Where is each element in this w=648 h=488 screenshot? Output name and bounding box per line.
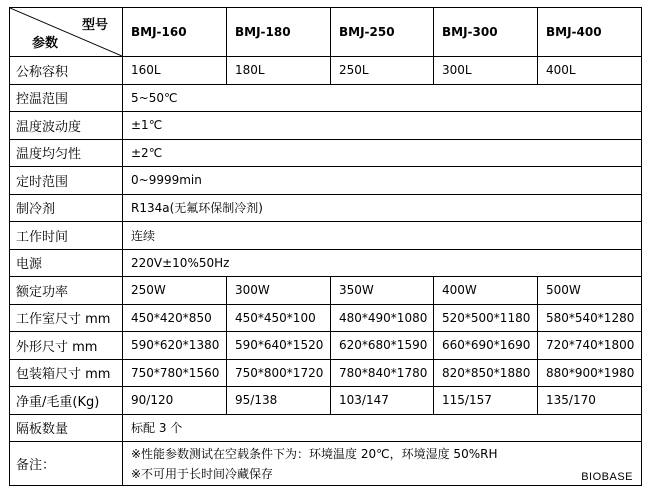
table-row bbox=[10, 414, 642, 442]
table-row bbox=[10, 222, 642, 250]
table-cell: 115/157 bbox=[434, 387, 538, 415]
table-cell: 580*540*1280 bbox=[538, 304, 642, 332]
table-cell: 590*640*1520 bbox=[227, 332, 331, 360]
table-cell: 350W bbox=[331, 277, 434, 305]
table-cell: 750*800*1720 bbox=[227, 359, 331, 387]
table-row bbox=[10, 332, 642, 360]
note-line: ※不可用于长时间冷藏保存 bbox=[131, 466, 274, 481]
table-cell: 880*900*1980 bbox=[538, 359, 642, 387]
table-cell: ±1℃ bbox=[123, 112, 642, 140]
brand-label: BIOBASE bbox=[581, 471, 633, 483]
table-row bbox=[10, 387, 642, 415]
row-label: 公称容积 bbox=[10, 57, 123, 85]
table-row bbox=[10, 249, 642, 277]
model-header: BMJ-250 bbox=[331, 8, 434, 57]
table-cell: 450*450*100 bbox=[227, 304, 331, 332]
table-cell: 500W bbox=[538, 277, 642, 305]
table-cell: 180L bbox=[227, 57, 331, 85]
row-label: 温度均匀性 bbox=[10, 139, 123, 167]
table-cell: 590*620*1380 bbox=[123, 332, 227, 360]
table-cell: 780*840*1780 bbox=[331, 359, 434, 387]
row-label: 净重/毛重(Kg) bbox=[10, 387, 123, 415]
table-cell: 0~9999min bbox=[123, 167, 642, 195]
table-row bbox=[10, 359, 642, 387]
notes-cell bbox=[123, 442, 642, 486]
table-cell: 300W bbox=[227, 277, 331, 305]
row-label: 外形尺寸 mm bbox=[10, 332, 123, 360]
model-header-label: 型号 bbox=[81, 18, 108, 33]
table-row bbox=[10, 304, 642, 332]
table-cell: 103/147 bbox=[331, 387, 434, 415]
header-corner-cell bbox=[10, 8, 123, 57]
notes-label: 备注： bbox=[10, 442, 123, 486]
table-row bbox=[10, 57, 642, 85]
table-row bbox=[10, 84, 642, 112]
model-header: BMJ-180 bbox=[227, 8, 331, 57]
table-cell: 820*850*1880 bbox=[434, 359, 538, 387]
note-line: ※性能参数测试在空载条件下为：环境温度 20℃，环境湿度 50%RH bbox=[131, 446, 498, 461]
header-row bbox=[10, 8, 642, 57]
row-label: 工作时间 bbox=[10, 222, 123, 250]
param-header-label: 参数 bbox=[32, 36, 59, 51]
table-cell: 5~50℃ bbox=[123, 84, 642, 112]
model-header: BMJ-400 bbox=[538, 8, 642, 57]
table-cell: 660*690*1690 bbox=[434, 332, 538, 360]
table-cell: 220V±10%50Hz bbox=[123, 249, 642, 277]
table-cell: ±2℃ bbox=[123, 139, 642, 167]
model-header: BMJ-160 bbox=[123, 8, 227, 57]
row-label: 控温范围 bbox=[10, 84, 123, 112]
table-cell: 720*740*1800 bbox=[538, 332, 642, 360]
table-cell: 135/170 bbox=[538, 387, 642, 415]
model-header: BMJ-300 bbox=[434, 8, 538, 57]
table-row bbox=[10, 112, 642, 140]
table-row bbox=[10, 139, 642, 167]
table-cell: 400W bbox=[434, 277, 538, 305]
table-cell: 90/120 bbox=[123, 387, 227, 415]
table-row bbox=[10, 194, 642, 222]
table-cell: 连续 bbox=[123, 222, 642, 250]
row-label: 电源 bbox=[10, 249, 123, 277]
row-label: 温度波动度 bbox=[10, 112, 123, 140]
table-cell: 250L bbox=[331, 57, 434, 85]
table-cell: 95/138 bbox=[227, 387, 331, 415]
table-cell: 400L bbox=[538, 57, 642, 85]
spec-table bbox=[9, 7, 642, 486]
table-cell: 标配 3 个 bbox=[123, 414, 642, 442]
table-cell: 250W bbox=[123, 277, 227, 305]
table-cell: 520*500*1180 bbox=[434, 304, 538, 332]
table-row bbox=[10, 277, 642, 305]
table-cell: 480*490*1080 bbox=[331, 304, 434, 332]
row-label: 额定功率 bbox=[10, 277, 123, 305]
table-cell: 620*680*1590 bbox=[331, 332, 434, 360]
row-label: 制冷剂 bbox=[10, 194, 123, 222]
table-cell: 160L bbox=[123, 57, 227, 85]
row-label: 隔板数量 bbox=[10, 414, 123, 442]
row-label: 定时范围 bbox=[10, 167, 123, 195]
table-cell: 300L bbox=[434, 57, 538, 85]
notes-row bbox=[10, 442, 642, 486]
row-label: 工作室尺寸 mm bbox=[10, 304, 123, 332]
table-cell: 450*420*850 bbox=[123, 304, 227, 332]
table-cell: 750*780*1560 bbox=[123, 359, 227, 387]
row-label: 包装箱尺寸 mm bbox=[10, 359, 123, 387]
table-row bbox=[10, 167, 642, 195]
table-cell: R134a(无氟环保制冷剂) bbox=[123, 194, 642, 222]
